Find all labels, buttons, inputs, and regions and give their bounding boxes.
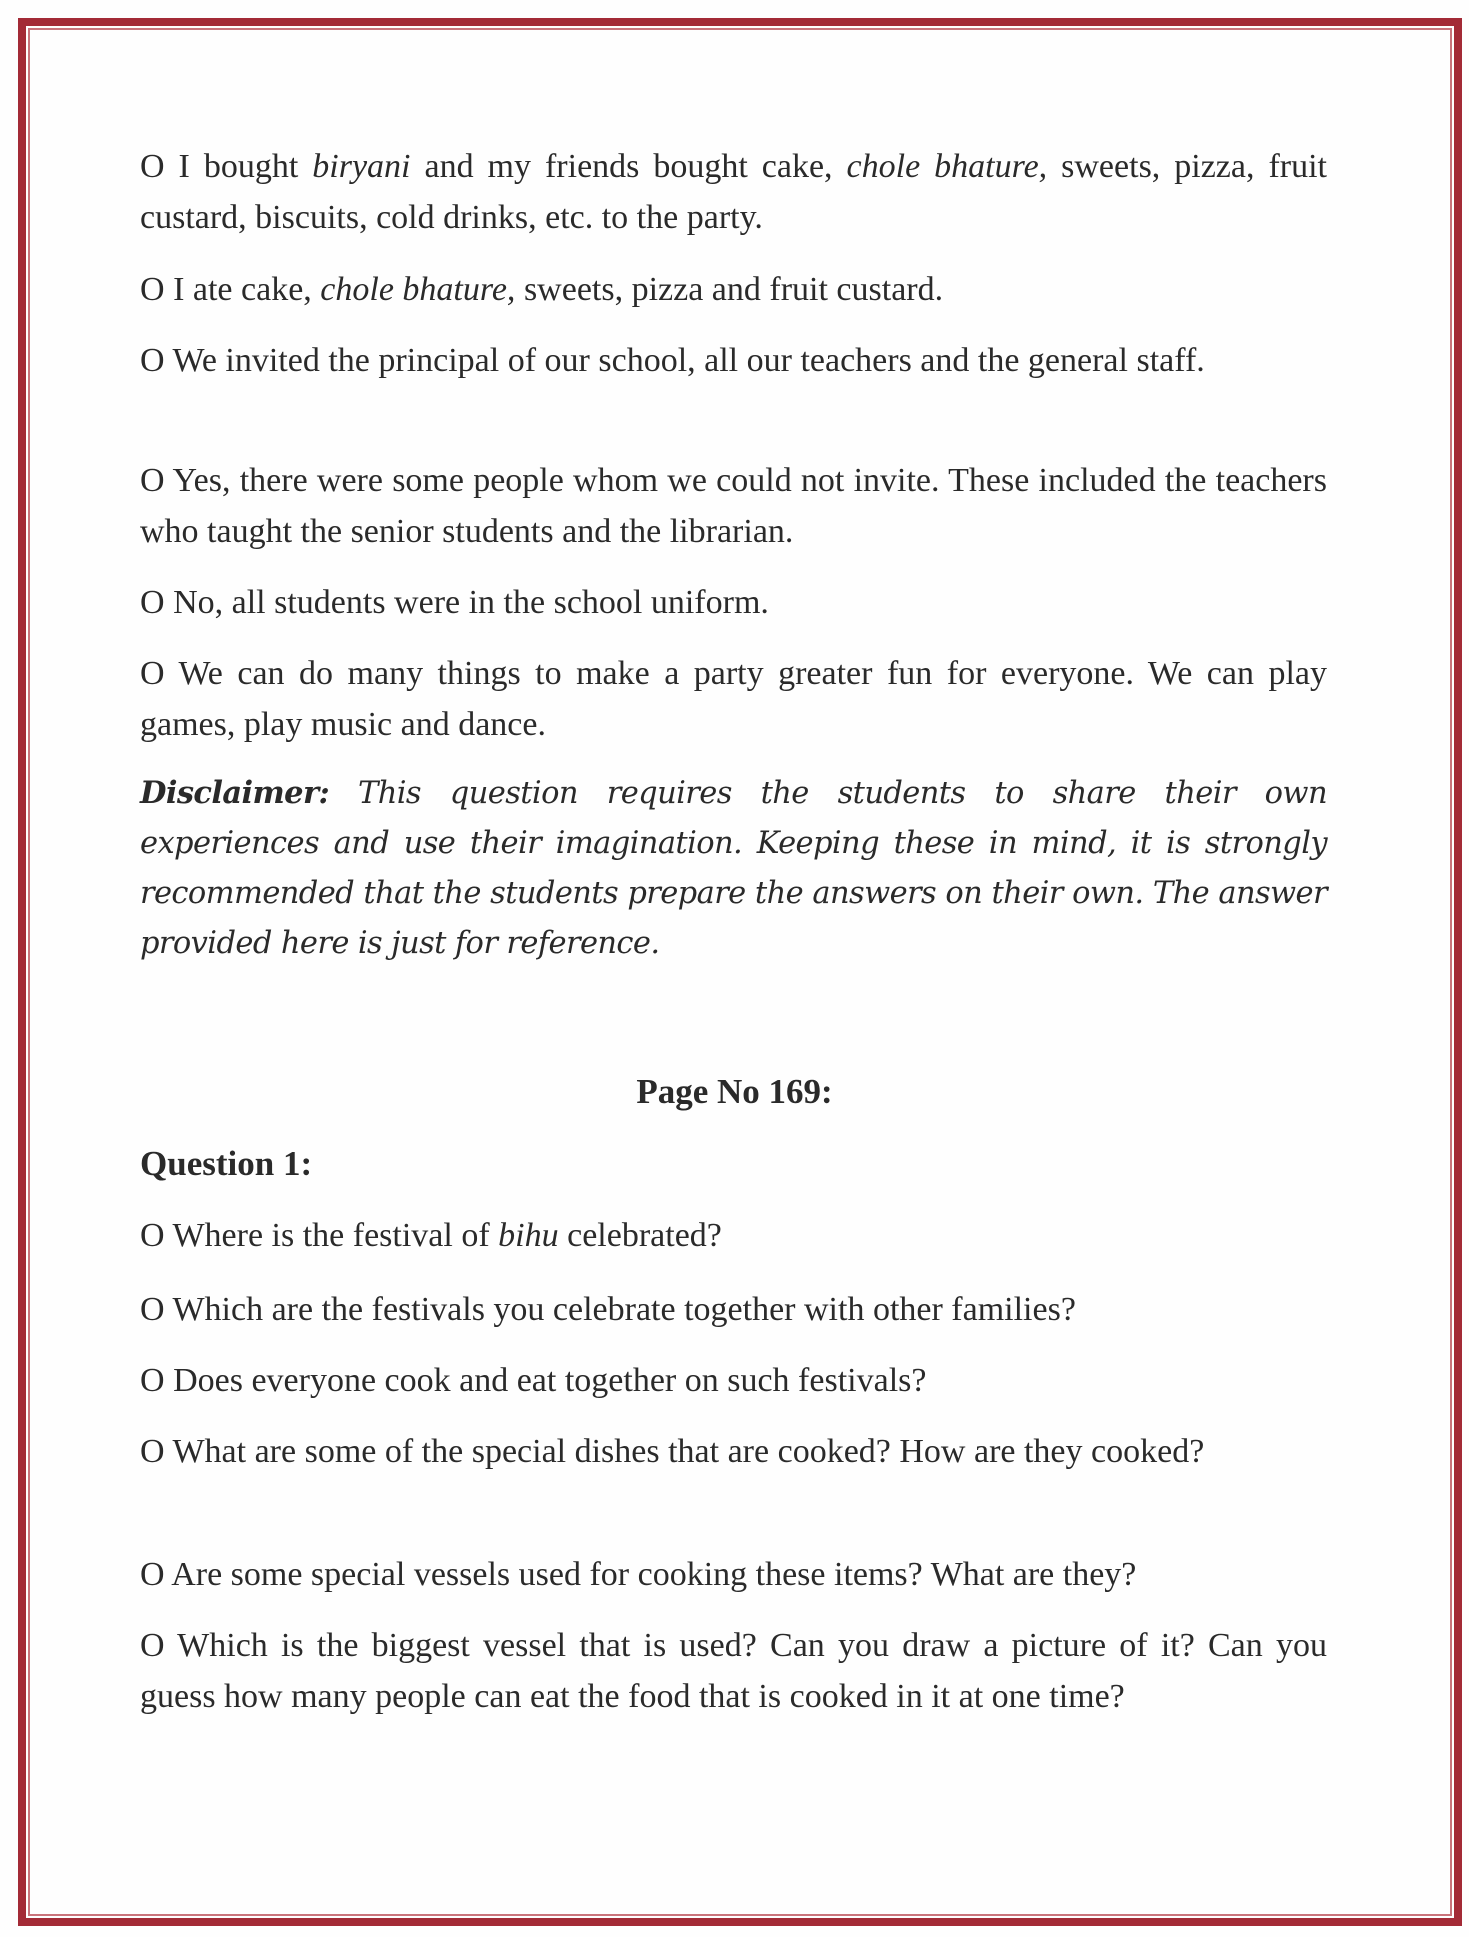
- bullet: O: [140, 342, 165, 379]
- disclaimer-label: Disclaimer:: [140, 775, 330, 811]
- bullet: O: [140, 462, 165, 499]
- bullet: O: [140, 1291, 165, 1328]
- disclaimer: [140, 768, 1327, 969]
- answer-item-3: O We invited the principal of our school, all our teachers and the general staff.: [140, 342, 1205, 379]
- bullet: O: [140, 1556, 165, 1593]
- bullet: O: [140, 1433, 165, 1470]
- italic-term: biryani: [312, 148, 411, 185]
- page-heading: Page No 169:: [636, 1072, 833, 1111]
- answer-item-1: O I bought biryani and my friends bought cake, chole bhature, sweets, pizza, fruit custard, biscuits, cold drinks, etc. to the party.: [140, 148, 1328, 236]
- italic-term: bihu: [498, 1217, 559, 1254]
- bullet: O: [140, 1217, 165, 1254]
- question-item-3: O Does everyone cook and eat together on such festivals?: [140, 1362, 927, 1399]
- bullet: O: [140, 148, 165, 185]
- disclaimer-text: This question requires the students to share their own experiences and use their imagination. Keeping these in mind, it is strongly recommended that the students prepare the answers on their own. The answer provided here is just for reference.: [140, 776, 1327, 961]
- question-item-5: O Are some special vessels used for cooking these items? What are they?: [140, 1556, 1137, 1593]
- bullet: O: [140, 1362, 165, 1399]
- bullet: O: [140, 655, 165, 692]
- italic-term: chole bhature,: [320, 271, 516, 308]
- answer-item-6: O We can do many things to make a party greater fun for everyone. We can play games, play music and dance.: [140, 655, 1327, 743]
- question-item-4: O What are some of the special dishes that are cooked? How are they cooked?: [140, 1433, 1205, 1470]
- answer-item-5: O No, all students were in the school uniform.: [140, 584, 769, 621]
- question-heading: Question 1:: [140, 1144, 313, 1183]
- italic-term: chole bhature,: [846, 148, 1048, 185]
- question-item-2: O Which are the festivals you celebrate together with other families?: [140, 1291, 1076, 1328]
- bullet: O: [140, 1627, 165, 1664]
- bullet: O: [140, 271, 165, 308]
- answer-item-4: O Yes, there were some people whom we could not invite. These included the teachers who taught the senior students and the librarian.: [140, 462, 1327, 550]
- question-item-6: O Which is the biggest vessel that is used? Can you draw a picture of it? Can you guess how many people can eat the food that is cooked in it at one time?: [140, 1627, 1327, 1715]
- question-item-1: O Where is the festival of bihu celebrated?: [140, 1217, 722, 1254]
- answer-item-2: O I ate cake, chole bhature, sweets, pizza and fruit custard.: [140, 271, 944, 308]
- bullet: O: [140, 584, 165, 621]
